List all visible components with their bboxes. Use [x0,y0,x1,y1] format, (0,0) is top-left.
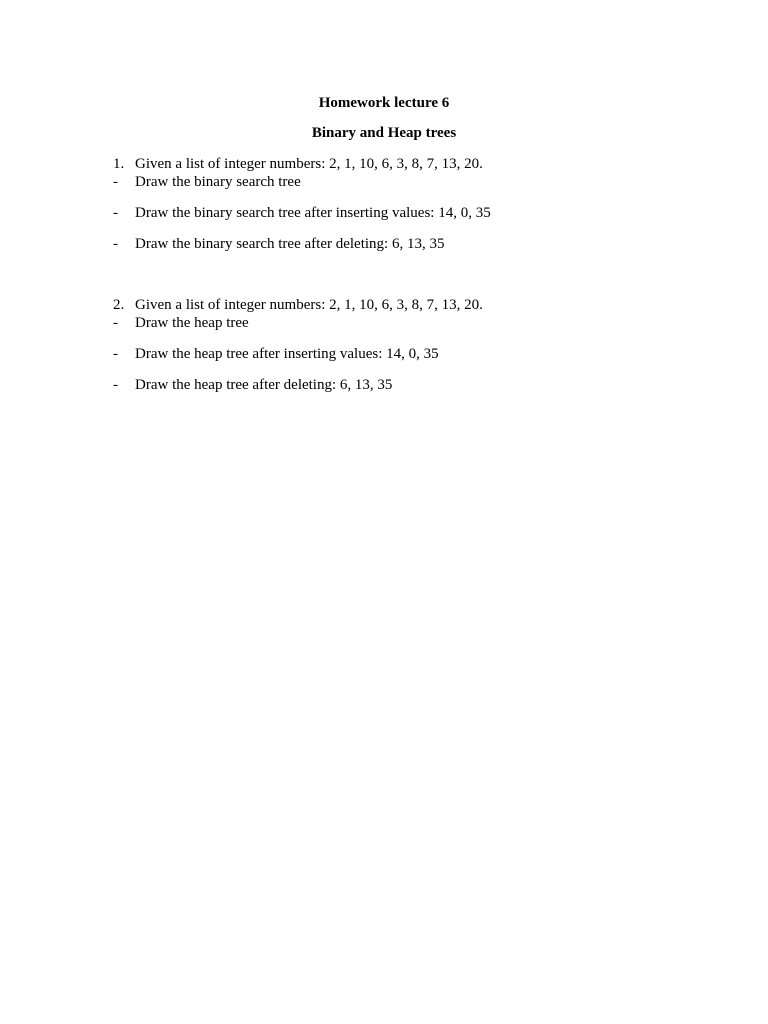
document-subtitle: Binary and Heap trees [311,125,457,141]
question-1-prompt: Given a list of integer numbers: 2, 1, 10, 6, 3, 8, 7, 13, 20. [135,156,483,172]
bullet-dash: - [113,346,118,362]
task-text: Draw the heap tree [135,315,249,331]
question-2-prompt: Given a list of integer numbers: 2, 1, 10, 6, 3, 8, 7, 13, 20. [135,297,483,313]
question-2-number: 2. [113,297,125,313]
bullet-dash: - [113,174,118,190]
document-title: Homework lecture 6 [318,95,450,111]
task-text: Draw the binary search tree after inserting values: 14, 0, 35 [135,205,491,221]
task-text: Draw the binary search tree [135,174,301,190]
task-text: Draw the binary search tree after deleting: 6, 13, 35 [135,236,445,252]
question-1-number: 1. [113,156,125,172]
task-text: Draw the heap tree after inserting values: 14, 0, 35 [135,346,439,362]
bullet-dash: - [113,315,118,331]
task-text: Draw the heap tree after deleting: 6, 13, 35 [135,377,393,393]
bullet-dash: - [113,205,118,221]
bullet-dash: - [113,377,118,393]
bullet-dash: - [113,236,118,252]
